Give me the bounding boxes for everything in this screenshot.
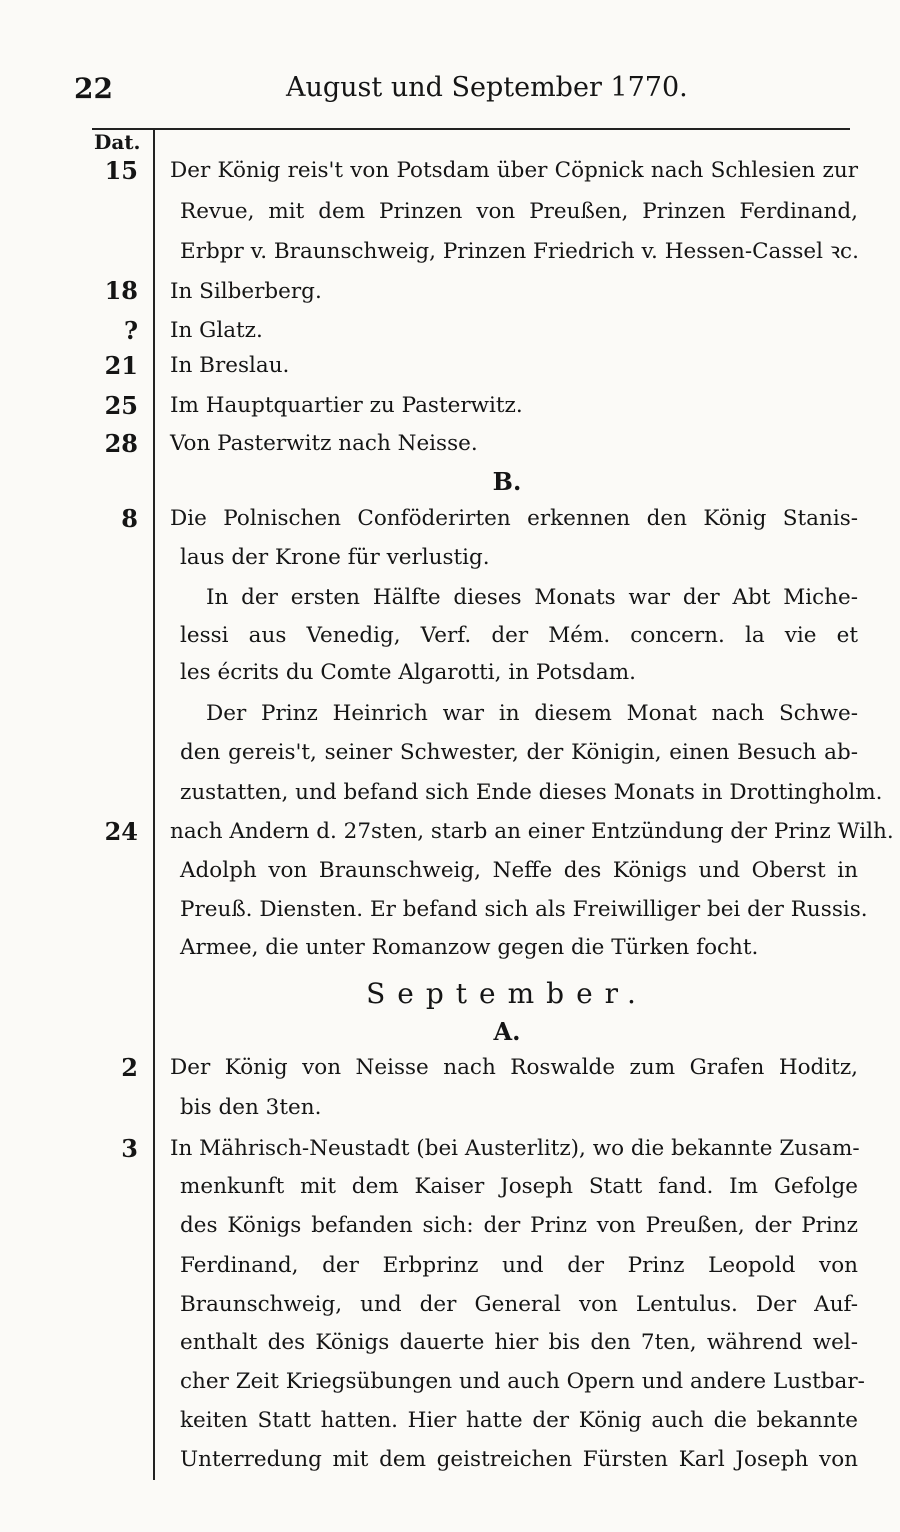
text-line: In der ersten Hälfte dieses Monats war der Abt Miche-: [206, 585, 858, 610]
day-number: 3: [121, 1134, 138, 1163]
text-line: Erbpr v. Braunschweig, Prinzen Friedrich v. Hessen-Cassel ꝛc.: [180, 239, 859, 264]
text-line: laus der Krone für verlustig.: [180, 545, 490, 570]
month-heading: September.: [366, 977, 648, 1010]
text-line: In Mährisch-Neustadt (bei Austerlitz), wo die bekannte Zusam-: [170, 1136, 860, 1161]
day-number: 24: [104, 817, 138, 846]
text-line: bis den 3ten.: [180, 1095, 322, 1120]
day-number: ?: [123, 316, 138, 345]
section-letter-a: A.: [493, 1017, 521, 1046]
text-line: In Glatz.: [170, 318, 263, 343]
text-line: Der Prinz Heinrich war in diesem Monat nach Schwe-: [206, 701, 858, 726]
text-line: Der König von Neisse nach Roswalde zum Grafen Hoditz,: [170, 1055, 858, 1080]
text-line: les écrits du Comte Algarotti, in Potsdam.: [180, 660, 636, 685]
day-number: 25: [104, 391, 138, 420]
running-title: August und September 1770.: [286, 72, 688, 103]
text-line: zustatten, und befand sich Ende dieses Monats in Drottingholm.: [180, 780, 883, 805]
text-line: Die Polnischen Conföderirten erkennen den König Stanis-: [170, 506, 858, 531]
text-line: menkunft mit dem Kaiser Joseph Statt fand. Im Gefolge: [180, 1174, 858, 1199]
header-rule: [92, 128, 850, 130]
day-number: 28: [104, 429, 138, 458]
text-line: enthalt des Königs dauerte hier bis den 7ten, während wel-: [180, 1330, 858, 1355]
dat-label: Dat.: [94, 130, 141, 154]
day-number: 8: [121, 504, 138, 533]
text-line: nach Andern d. 27sten, starb an einer Entzündung der Prinz Wilh.: [170, 819, 894, 844]
text-line: Unterredung mit dem geistreichen Fürsten Karl Joseph von: [180, 1447, 858, 1472]
text-line: keiten Statt hatten. Hier hatte der König auch die bekannte: [180, 1408, 858, 1433]
day-number: 21: [104, 351, 138, 380]
section-letter-b: B.: [492, 467, 522, 496]
date-column-rule: [153, 128, 155, 1480]
text-line: Revue, mit dem Prinzen von Preußen, Prinzen Ferdinand,: [180, 199, 858, 224]
text-line: Armee, die unter Romanzow gegen die Türken focht.: [180, 935, 759, 960]
text-line: Braunschweig, und der General von Lentulus. Der Auf-: [180, 1292, 858, 1317]
text-line: lessi aus Venedig, Verf. der Mém. concern. la vie et: [180, 623, 858, 648]
page-number: 22: [74, 72, 113, 105]
text-line: cher Zeit Kriegsübungen und auch Opern und andere Lustbar-: [180, 1369, 865, 1394]
text-line: Adolph von Braunschweig, Neffe des Königs und Oberst in: [180, 858, 858, 883]
day-number: 2: [121, 1053, 138, 1082]
text-line: Von Pasterwitz nach Neisse.: [170, 431, 478, 456]
text-line: In Breslau.: [170, 353, 290, 378]
text-line: des Königs befanden sich: der Prinz von Preußen, der Prinz: [180, 1213, 858, 1238]
text-line: Der König reis't von Potsdam über Cöpnick nach Schlesien zur: [170, 158, 858, 183]
text-line: Preuß. Diensten. Er befand sich als Freiwilliger bei der Russis.: [180, 897, 868, 922]
day-number: 18: [104, 276, 138, 305]
text-line: In Silberberg.: [170, 279, 322, 304]
text-line: den gereis't, seiner Schwester, der Königin, einen Besuch ab-: [180, 740, 858, 765]
text-line: Ferdinand, der Erbprinz und der Prinz Leopold von: [180, 1253, 858, 1278]
day-number: 15: [104, 156, 138, 185]
text-line: Im Hauptquartier zu Pasterwitz.: [170, 393, 523, 418]
